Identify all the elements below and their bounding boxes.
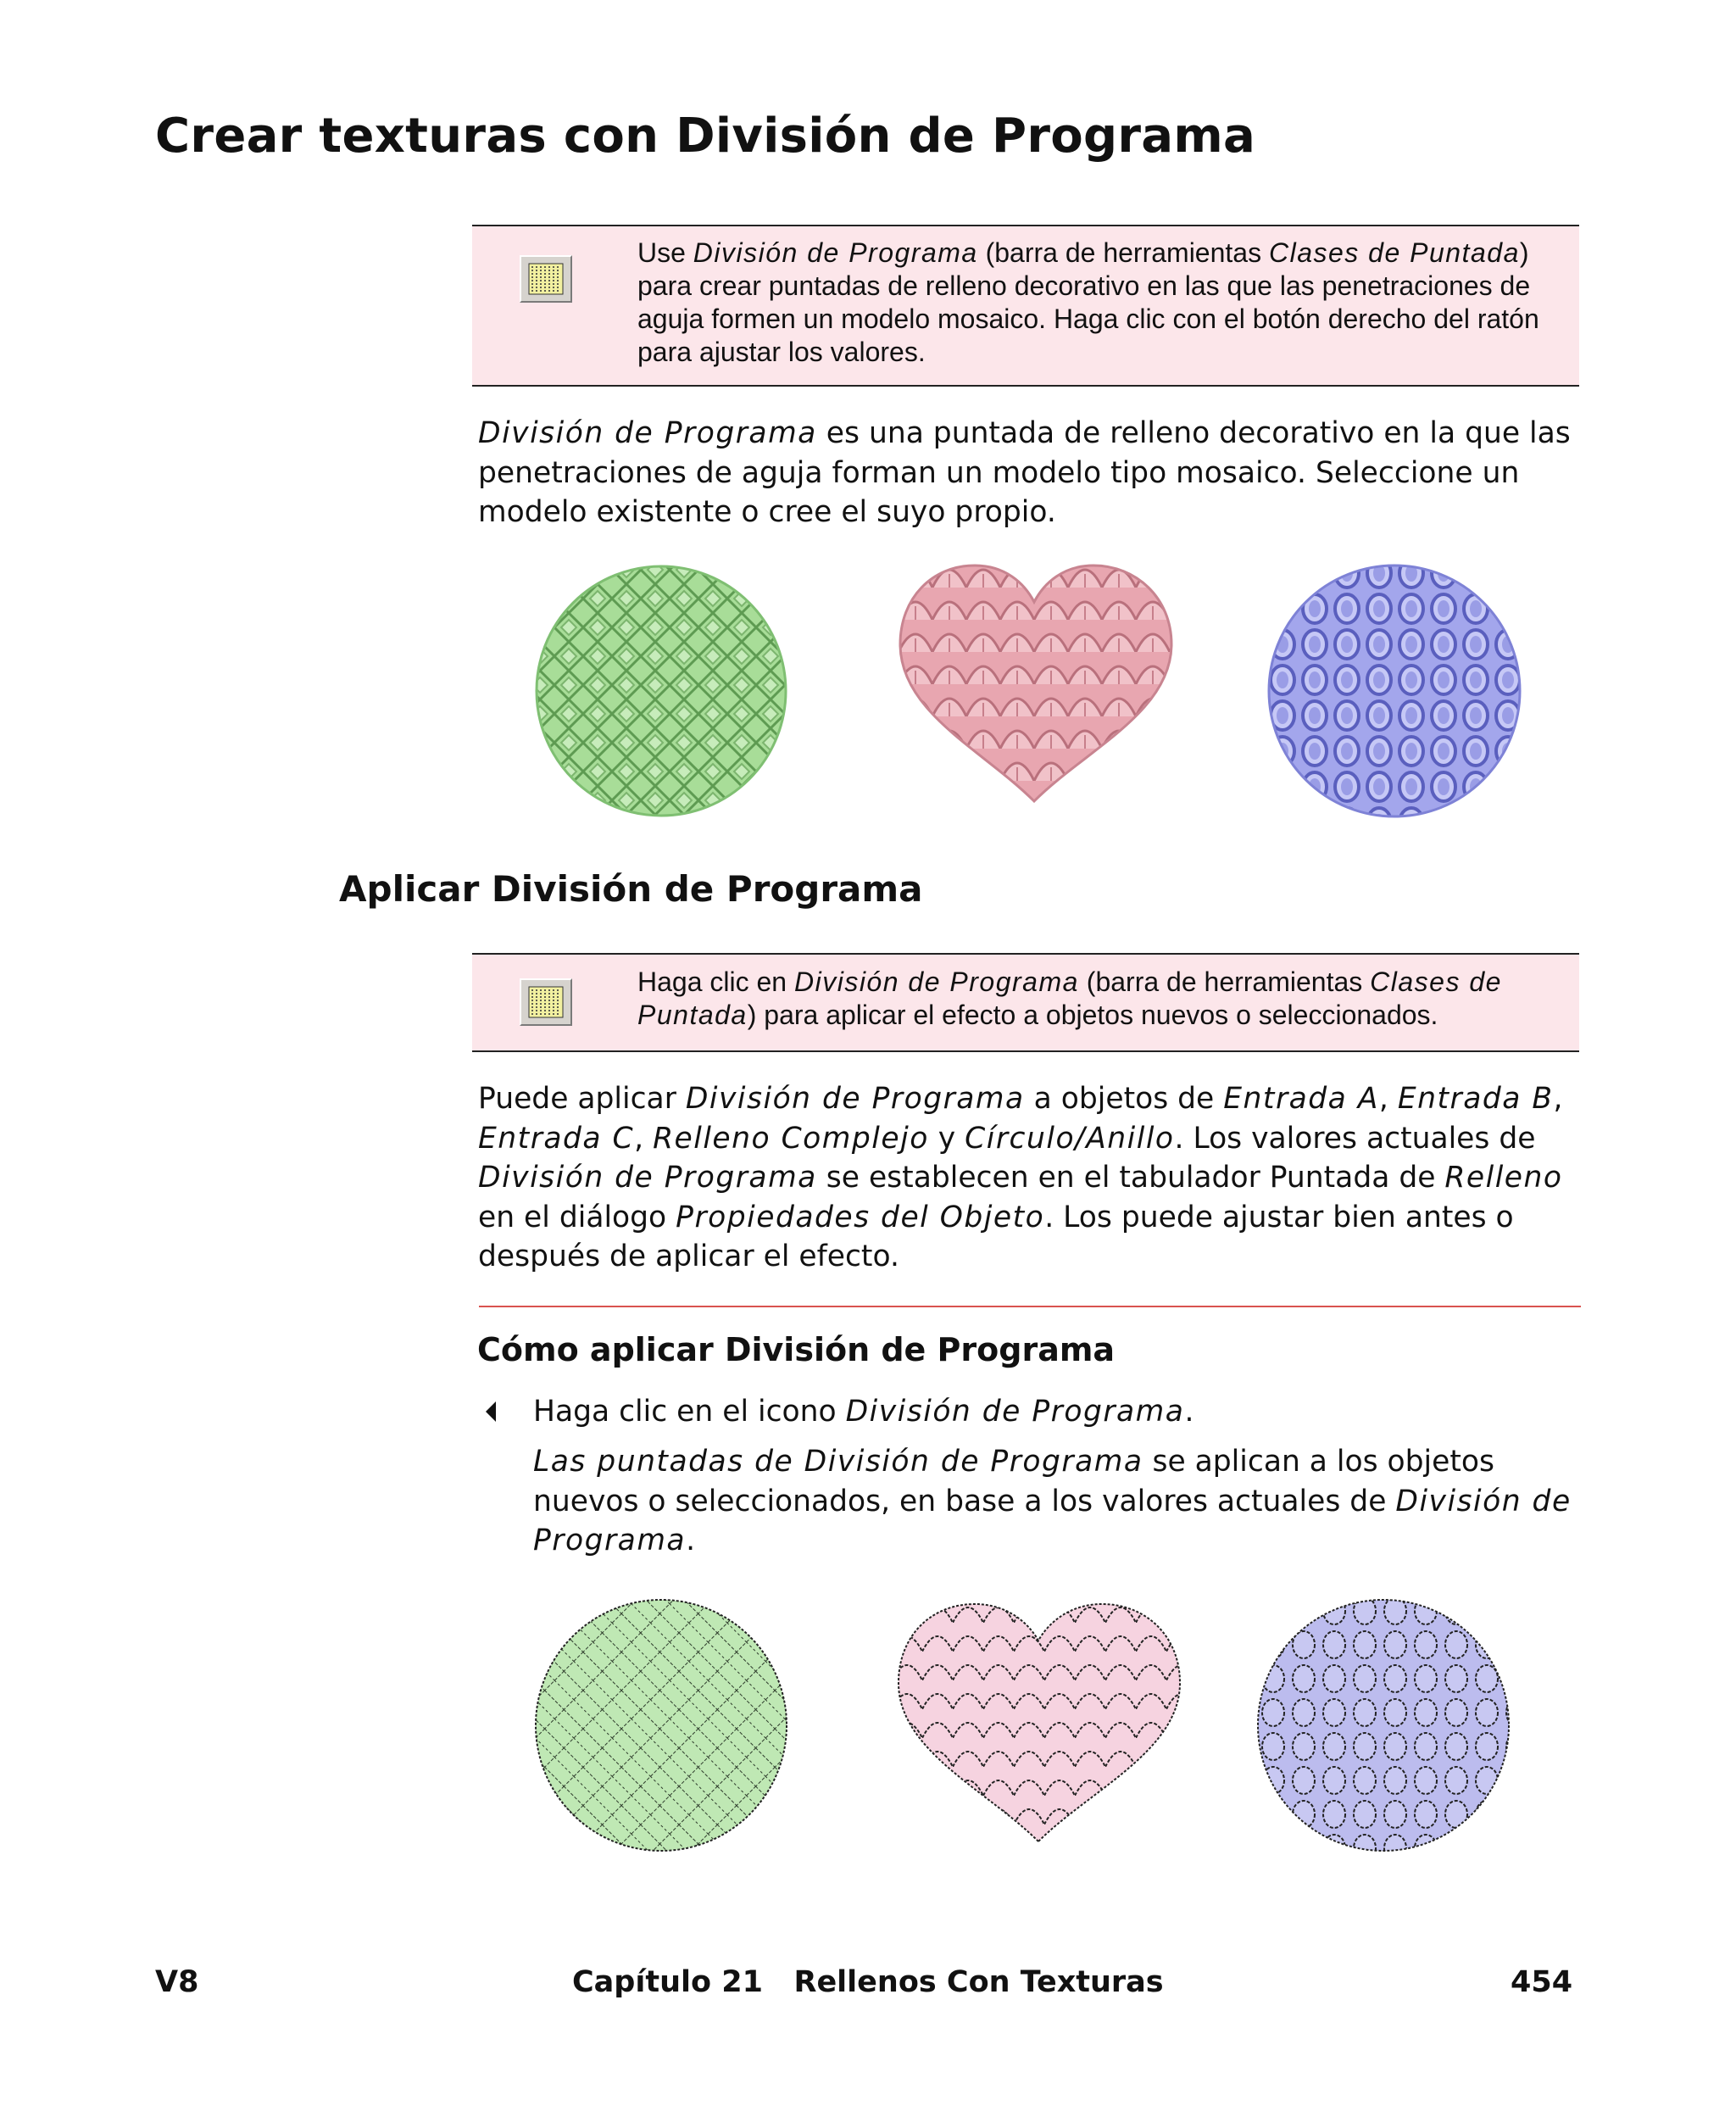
green-circle-preview: [536, 1600, 787, 1851]
embroidered-samples: [526, 555, 1526, 827]
tip-box-create: [472, 225, 1579, 387]
footer-page-number: 454: [1511, 1965, 1573, 1999]
green-circle-sample: [537, 566, 786, 816]
section-heading: Aplicar División de Programa: [339, 868, 923, 910]
step-bullet-icon: [481, 1399, 501, 1424]
page-title: Crear texturas con División de Programa: [155, 109, 1256, 164]
blue-circle-sample: [1269, 565, 1520, 816]
pink-heart-preview: [899, 1604, 1180, 1841]
tip-box-apply: [472, 953, 1579, 1052]
footer-version: V8: [155, 1965, 199, 1999]
pink-heart-sample: [900, 565, 1171, 801]
program-split-icon[interactable]: [520, 255, 572, 303]
intro-paragraph: División de Programa es una puntada de relleno decorativo en la que las penetraciones de aguja forman un modelo tipo mosaico. Seleccione un modelo existente o cree el suyo propio.: [478, 416, 1571, 529]
stitch-previews: [526, 1594, 1526, 1857]
step-result: Las puntadas de División de Programa se aplican a los objetos nuevos o seleccionados, en base a los valores actuales de División de Programa.: [533, 1445, 1572, 1557]
apply-paragraph: Puede aplicar División de Programa a objetos de Entrada A, Entrada B, Entrada C, Relleno Complejo y Círculo/Anillo. Los valores actuales de División de Programa se establecen en el tabulador Puntada de Relleno en el diálogo Propiedades del Objeto. Los puede ajustar bien antes o después de aplicar el efecto.: [478, 1082, 1563, 1273]
tip-text: Use División de Programa (barra de herramientas Clases de Puntada) para crear puntadas de relleno decorativo en las que las penetraciones de aguja formen un modelo mosaico. Haga clic con el botón derecho del ratón para ajustar los valores.: [637, 237, 1539, 367]
section-divider: [479, 1306, 1581, 1307]
footer-chapter: Capítulo 21 Rellenos Con Texturas: [572, 1965, 1164, 1999]
step-instruction: Haga clic en el icono División de Programa.: [533, 1395, 1194, 1429]
program-split-icon[interactable]: [520, 978, 572, 1026]
blue-circle-preview: [1258, 1600, 1509, 1851]
procedure-heading: Cómo aplicar División de Programa: [477, 1331, 1116, 1368]
tip-text: Haga clic en División de Programa (barra de herramientas Clases de Puntada) para aplicar el efecto a objetos nuevos o seleccionados.: [637, 967, 1502, 1030]
